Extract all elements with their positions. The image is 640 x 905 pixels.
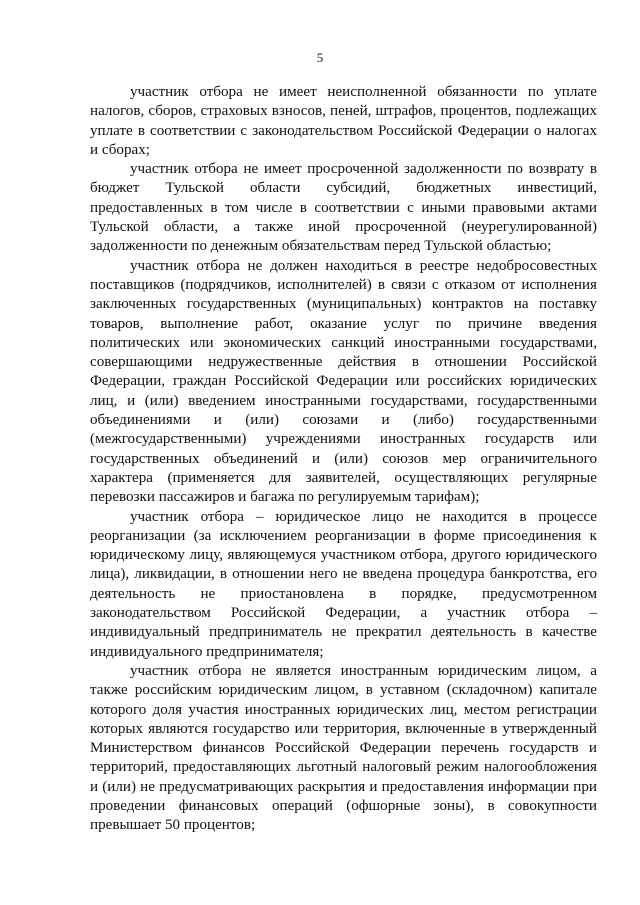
paragraph-tax-obligations: участник отбора не имеет неисполненной обязанности по уплате налогов, сборов, страховых взносов, пеней, штрафов, процентов, подлежащих уплате в соответствии с законодательством Российской Федерации о налогах и сборах; [90, 84, 597, 158]
paragraph-reorganization-liquidation: участник отбора – юридическое лицо не находится в процессе реорганизации (за исключением реорганизации в форме присоединения к юридическому лицу, являющемуся участником отбора, другого юридического лица), ликвидации, в отношении него не введена процедура банкротства, его деятельность не приостановлена в порядке, предусмотренном законодательством Российской Федерации, а участник отбора – индивидуальный предприниматель не прекратил деятельность в качестве индивидуального предпринимателя; [90, 508, 597, 660]
page-number: 5 [316, 50, 324, 65]
paragraph-unfair-suppliers-registry: участник отбора не должен находиться в реестре недобросовестных поставщиков (подрядчиков, исполнителей) в связи с отказом от исполнения заключенных государственных (муниципальных) контрактов на поставку товаров, выполнение работ, оказание услуг по причине введения политических или экономических санкций иностранными государствами, совершающими недружественные действия в отношении Российской Федерации, граждан Российской Федерации или российских юридических лиц, и (или) введением иностранными государствами, государственными объединениями и (или) союзами и (либо) государственными (межгосударственными) учреждениями иностранных государств или государственных объединений и (или) союзов мер ограничительного характера (применяется для заявителей, осуществляющих регулярные перевозки пассажиров и багажа по регулируемым тарифам); [90, 257, 597, 506]
document-body [90, 83, 597, 836]
paragraph-budget-debt: участник отбора не имеет просроченной задолженности по возврату в бюджет Тульской области субсидий, бюджетных инвестиций, предоставленных в том числе в соответствии с иными правовыми актами Тульской области, а также иной просроченной (неурегулированной) задолженности по денежным обязательствам перед Тульской областью; [90, 161, 597, 255]
paragraph-foreign-entity: участник отбора не является иностранным юридическим лицом, а также российским юридическим лицом, в уставном (складочном) капитале которого доля участия иностранных юридических лиц, местом регистрации которых являются государство или территория, включенные в утвержденный Министерством финансов Российской Федерации перечень государств и территорий, предоставляющих льготный налоговый режим налогообложения и (или) не предусматривающих раскрытия и предоставления информации при проведении финансовых операций (офшорные зоны), в совокупности превышает 50 процентов; [90, 662, 597, 834]
